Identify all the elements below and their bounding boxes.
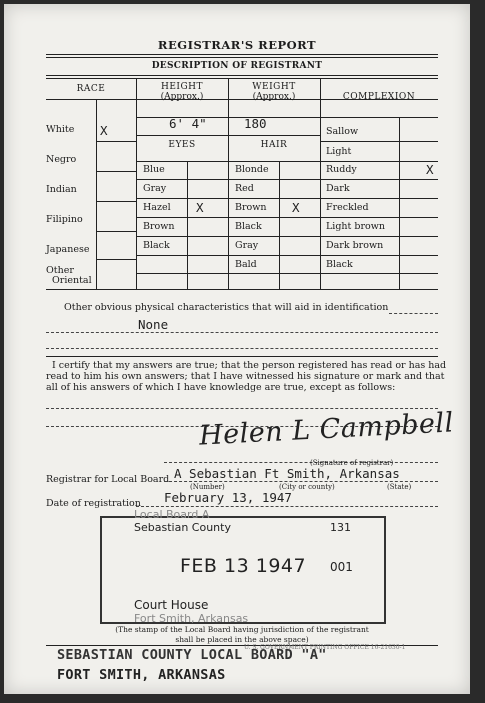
eyes-label-blue: Blue [143,164,165,175]
grid-line [136,179,438,180]
grid-line [136,198,438,199]
footer-stamp-line-2: FORT SMITH, ARKANSAS [57,667,226,683]
eyes-label-brown: Brown [143,221,175,232]
eyes-label-black: Black [143,240,170,251]
race-label-indian: Indian [46,184,77,195]
complexion-label-dark-brown: Dark brown [326,240,384,251]
grid-line [96,231,136,232]
grid-line [136,273,438,274]
certification-line-2: read to him his own answers; that I have witnessed his signature or mark and that [46,371,445,382]
stamp-place-2: Fort Smith, Arkansas [134,612,249,625]
signature-caption: (Signature of registrar) [310,459,394,467]
race-label-negro: Negro [46,154,77,165]
grid-line [228,78,229,289]
description-subtitle: DESCRIPTION OF REGISTRANT [151,61,323,71]
grid-line [136,117,320,118]
hair-header: HAIR [260,140,288,150]
grid-line [136,161,320,162]
stamp-place-1: Court House [134,598,209,612]
grid-line [96,171,136,172]
complexion-header: COMPLEXION [342,92,416,102]
dotted-line [46,348,438,349]
complexion-label-dark: Dark [326,183,350,194]
stamp-caption-1: (The stamp of the Local Board having jurisdiction of the registrant [115,625,369,634]
complexion-mark-ruddy: X [426,162,434,177]
complexion-label-black: Black [326,259,353,270]
other-characteristics-value: None [138,317,169,332]
eyes-label-hazel: Hazel [143,202,171,213]
gpo-imprint: U. S. GOVERNMENT PRINTING OFFICE 16-21630-1 [244,644,406,651]
complexion-label-sallow: Sallow [326,126,359,137]
complexion-label-freckled: Freckled [326,202,369,213]
complexion-label-ruddy: Ruddy [326,164,357,175]
grid-line [320,141,438,142]
stamp-number: 131 [330,521,351,534]
grid-line [320,161,438,162]
hair-label-gray: Gray [235,240,259,251]
hair-label-black: Black [235,221,262,232]
certification-line-3: all of his answers of which I have knowledge are true, except as follows: [46,382,396,393]
report-title: REGISTRAR'S REPORT [157,38,317,52]
race-mark-white: X [100,123,108,138]
grid-line [136,135,320,136]
certification-line-1: I certify that my answers are true; that the person registered has read or has had [52,360,447,371]
stamp-code: 001 [330,560,353,574]
weight-approx: (Approx.) [252,92,296,102]
stamp-caption-2: shall be placed in the above space) [175,635,309,644]
grid-line [136,255,438,256]
height-approx: (Approx.) [160,92,204,102]
date-of-registration-value: February 13, 1947 [164,490,292,505]
dotted-line [46,408,438,409]
registrar-report-card [4,4,470,694]
stamp-line-2: Sebastian County [134,521,231,534]
registrar-signature: Helen L Campbell [198,407,455,452]
footer-stamp-line-1: SEBASTIAN COUNTY LOCAL BOARD "A" [57,647,327,663]
race-label-oriental: Oriental [52,275,92,286]
grid-line [136,236,438,237]
hair-label-bald: Bald [235,259,257,270]
grid-line [96,99,97,289]
hair-label-blonde: Blonde [235,164,269,175]
race-header: RACE [76,84,106,94]
grid-line [187,161,188,289]
caption-number: (Number) [190,483,225,491]
rule [46,57,438,58]
dotted-line [136,506,438,507]
registrar-local-board-label: Registrar for Local Board [46,474,170,485]
dotted-line [389,313,438,314]
eyes-label-gray: Gray [143,183,167,194]
eyes-mark-hazel: X [196,200,204,215]
weight-header: WEIGHT [252,82,296,92]
dotted-line [164,481,438,482]
grid-line [320,117,438,118]
complexion-label-light: Light [326,146,352,157]
race-label-white: White [46,124,75,135]
grid-line [136,217,438,218]
hair-label-brown: Brown [235,202,267,213]
race-label-other: Other [46,265,74,276]
grid-line [279,161,280,289]
rule [46,356,438,357]
hair-label-red: Red [235,183,254,194]
complexion-label-light-brown: Light brown [326,221,385,232]
grid-line [96,141,136,142]
stamp-date: FEB 13 1947 [180,555,307,577]
registrar-local-board-value: A Sebastian Ft Smith, Arkansas [174,466,400,481]
race-label-japanese: Japanese [46,244,90,255]
grid-line [96,201,136,202]
height-value: 6' 4" [169,116,207,131]
dotted-line [164,462,438,463]
grid-line [399,117,400,289]
rule [46,78,438,79]
hair-mark-brown: X [292,200,300,215]
grid-line [320,78,321,289]
rule [46,75,438,76]
grid-line [46,289,438,290]
rule [46,54,438,55]
stamp-line-1: Local Board A [134,508,210,521]
other-characteristics-label: Other obvious physical characteristics that will aid in identification [64,302,389,313]
height-header: HEIGHT [160,82,203,92]
grid-line [96,259,136,260]
date-of-registration-label: Date of registration [46,498,141,509]
grid-line [136,78,137,289]
caption-city: (City or county) [279,483,335,491]
dotted-line [46,332,438,333]
caption-state: (State) [387,483,412,491]
weight-value: 180 [244,116,267,131]
race-label-filipino: Filipino [46,214,83,225]
eyes-header: EYES [168,140,196,150]
